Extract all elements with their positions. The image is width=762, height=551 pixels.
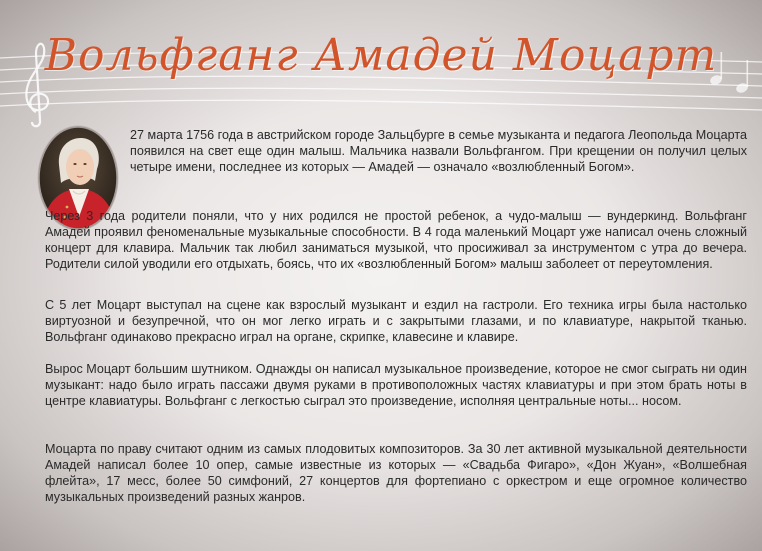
paragraph-childhood: Через 3 года родители поняли, что у них родился не простой ребенок, а чудо-малыш — вундеркинд. Вольфганг Амадей проявил феноменальные музыкальные способности. В 4 года маленький Моцарт уже написал очень сложный концерт для клавира. Мальчик так любил заниматься музыкой, что просиживал за инструментом с утра до вечера. Родители силой уводили его отдыхать, боясь, что их «возлюбленный Богом» малыш заболеет от переутомления.	[45, 209, 747, 271]
paragraph-birth: 27 марта 1756 года в австрийском городе Зальцбурге в семье музыканта и педагога Леопольда Моцарта появился на свет еще один малыш. Мальчика назвали Вольфгангом. При крещении он получил целых четыре имени, последнее из которых — Амадей — означало «возлюбленный Богом».	[130, 128, 747, 174]
paragraph-joke: Вырос Моцарт большим шутником. Однажды он написал музыкальное произведение, которое не смог сыграть ни один музыкант: надо было играть пассажи двумя руками в противоположных частях клавиатуры и при этом брать ноты в центре клавиатуры. Вольфганг с легкостью сыграл это произведение, исполняя центральные ноты... носом.	[45, 362, 747, 408]
paragraph-works: Моцарта по праву считают одним из самых плодовитых композиторов. За 30 лет активной музыкальной деятельности Амадей написал более 10 опер, самые известные из которых — «Свадьба Фигаро», «Дон Жуан», «Волшебная флейта», 17 месс, более 50 симфоний, 27 концертов для фортепиано с оркестром и еще огромное количество музыкальных произведений разных жанров.	[45, 442, 747, 504]
page-title: Вольфганг Амадей Моцарт	[44, 30, 718, 81]
paragraph-performances: С 5 лет Моцарт выступал на сцене как взрослый музыкант и ездил на гастроли. Его техника игры была настолько виртуозной и безупречной, что он мог легко играть и с закрытыми глазами, и по клавиатуре, накрытой тканью. Вольфганг одинаково прекрасно играл на органе, скрипке, клавесине и клавире.	[45, 298, 747, 344]
